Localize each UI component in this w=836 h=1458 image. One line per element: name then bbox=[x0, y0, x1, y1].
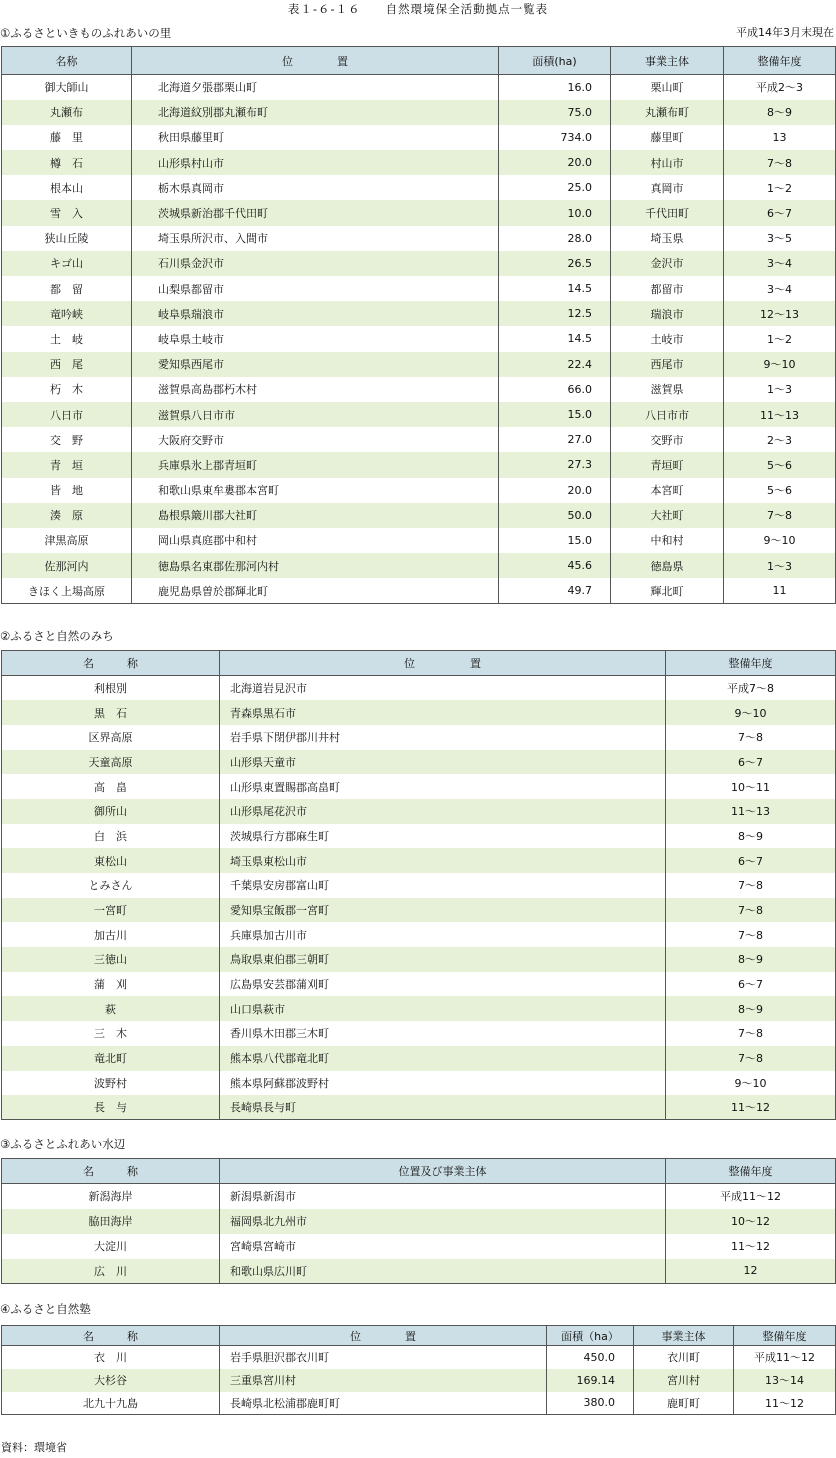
cell-location: 岩手県下閉伊郡川井村 bbox=[220, 725, 666, 750]
cell-location: 岐阜県瑞浪市 bbox=[132, 301, 499, 326]
col-header-name: 名 称 bbox=[2, 651, 220, 676]
cell-year: 13～14 bbox=[734, 1369, 836, 1392]
cell-year: 9～10 bbox=[724, 528, 836, 553]
cell-location: 岐阜県土岐市 bbox=[132, 326, 499, 351]
table-row bbox=[2, 972, 836, 997]
cell-location: 鹿児島県曽於郡輝北町 bbox=[132, 578, 499, 603]
cell-operator: 青垣町 bbox=[611, 452, 724, 477]
cell-year: 1～3 bbox=[724, 377, 836, 402]
cell-year: 7～8 bbox=[666, 1021, 836, 1046]
cell-year: 1～3 bbox=[724, 553, 836, 578]
table-row bbox=[2, 1234, 836, 1259]
cell-name: 黒 石 bbox=[2, 700, 220, 725]
cell-location: 熊本県八代郡竜北町 bbox=[220, 1046, 666, 1071]
cell-location: 北海道紋別郡丸瀬布町 bbox=[132, 100, 499, 125]
cell-name: 北九十九島 bbox=[2, 1392, 220, 1415]
section-3-table bbox=[1, 1158, 836, 1284]
cell-operator: 鹿町町 bbox=[634, 1392, 734, 1415]
cell-area: 14.5 bbox=[499, 276, 611, 301]
cell-name: きほく上場高原 bbox=[2, 578, 132, 603]
cell-name: 東松山 bbox=[2, 848, 220, 873]
section-4-heading-row bbox=[0, 1300, 836, 1318]
table-row bbox=[2, 200, 836, 225]
table-row bbox=[2, 922, 836, 947]
cell-location: 愛知県西尾市 bbox=[132, 352, 499, 377]
cell-location: 埼玉県東松山市 bbox=[220, 848, 666, 873]
cell-area: 16.0 bbox=[499, 75, 611, 100]
col-header-location: 位 置 bbox=[220, 1326, 547, 1346]
table-row bbox=[2, 452, 836, 477]
cell-area: 20.0 bbox=[499, 478, 611, 503]
table-row bbox=[2, 1209, 836, 1234]
cell-name: 萩 bbox=[2, 996, 220, 1021]
cell-location: 和歌山県東牟婁郡本宮町 bbox=[132, 478, 499, 503]
table-row bbox=[2, 125, 836, 150]
cell-year: 平成11～12 bbox=[666, 1184, 836, 1209]
cell-location: 兵庫県氷上郡青垣町 bbox=[132, 452, 499, 477]
cell-year: 11～12 bbox=[734, 1392, 836, 1415]
cell-name: とみさん bbox=[2, 873, 220, 898]
cell-year: 11～13 bbox=[666, 799, 836, 824]
cell-location: 香川県木田郡三木町 bbox=[220, 1021, 666, 1046]
cell-year: 12 bbox=[666, 1259, 836, 1284]
cell-operator: 金沢市 bbox=[611, 251, 724, 276]
table-row bbox=[2, 528, 836, 553]
cell-name: 西 尾 bbox=[2, 352, 132, 377]
cell-year: 6～7 bbox=[666, 848, 836, 873]
col-header-name: 名 称 bbox=[2, 1159, 220, 1184]
cell-area: 49.7 bbox=[499, 578, 611, 603]
cell-location: 愛知県宝飯郡一宮町 bbox=[220, 898, 666, 923]
cell-year: 7～8 bbox=[666, 922, 836, 947]
cell-name: 皆 地 bbox=[2, 478, 132, 503]
cell-area: 27.0 bbox=[499, 427, 611, 452]
cell-name: 竜北町 bbox=[2, 1046, 220, 1071]
section-4-table bbox=[1, 1325, 836, 1415]
cell-location: 山形県東置賜郡高畠町 bbox=[220, 774, 666, 799]
cell-area: 22.4 bbox=[499, 352, 611, 377]
cell-location-operator: 和歌山県広川町 bbox=[220, 1259, 666, 1284]
cell-area: 450.0 bbox=[547, 1346, 634, 1369]
table-row bbox=[2, 100, 836, 125]
cell-year: 8～9 bbox=[666, 996, 836, 1021]
cell-location: 石川県金沢市 bbox=[132, 251, 499, 276]
cell-location: 北海道岩見沢市 bbox=[220, 676, 666, 701]
table-row bbox=[2, 75, 836, 100]
table-row bbox=[2, 276, 836, 301]
table-row bbox=[2, 503, 836, 528]
cell-name: 脇田海岸 bbox=[2, 1209, 220, 1234]
cell-location: 滋賀県八日市市 bbox=[132, 402, 499, 427]
cell-name: 白 浜 bbox=[2, 824, 220, 849]
cell-location: 島根県簸川郡大社町 bbox=[132, 503, 499, 528]
cell-year: 5～6 bbox=[724, 452, 836, 477]
table-row bbox=[2, 326, 836, 351]
cell-name: 区界高原 bbox=[2, 725, 220, 750]
section-4-heading: ④ふるさと自然塾 bbox=[0, 1302, 91, 1316]
cell-location: 長崎県北松浦郡鹿町町 bbox=[220, 1392, 547, 1415]
cell-name: キゴ山 bbox=[2, 251, 132, 276]
cell-year: 3～4 bbox=[724, 251, 836, 276]
cell-location: 北海道夕張郡栗山町 bbox=[132, 75, 499, 100]
cell-operator: 千代田町 bbox=[611, 200, 724, 225]
cell-year: 7～8 bbox=[724, 503, 836, 528]
cell-name: 佐那河内 bbox=[2, 553, 132, 578]
cell-name: 丸瀬布 bbox=[2, 100, 132, 125]
cell-area: 10.0 bbox=[499, 200, 611, 225]
section-1-heading-row bbox=[0, 24, 836, 42]
cell-location: 熊本県阿蘇郡波野村 bbox=[220, 1071, 666, 1096]
cell-location: 埼玉県所沢市、入間市 bbox=[132, 226, 499, 251]
cell-area: 75.0 bbox=[499, 100, 611, 125]
table-row bbox=[2, 1392, 836, 1415]
cell-operator: 土岐市 bbox=[611, 326, 724, 351]
cell-area: 66.0 bbox=[499, 377, 611, 402]
col-header-name: 名 称 bbox=[2, 1326, 220, 1346]
table-row bbox=[2, 1046, 836, 1071]
table-row bbox=[2, 1259, 836, 1284]
cell-year: 9～10 bbox=[666, 700, 836, 725]
table-row bbox=[2, 947, 836, 972]
cell-area: 45.6 bbox=[499, 553, 611, 578]
cell-name: 三 木 bbox=[2, 1021, 220, 1046]
cell-year: 8～9 bbox=[666, 824, 836, 849]
cell-year: 7～8 bbox=[666, 873, 836, 898]
table-row bbox=[2, 725, 836, 750]
table-row bbox=[2, 700, 836, 725]
table-row bbox=[2, 1184, 836, 1209]
cell-year: 3～4 bbox=[724, 276, 836, 301]
cell-area: 734.0 bbox=[499, 125, 611, 150]
cell-area: 26.5 bbox=[499, 251, 611, 276]
table-row bbox=[2, 1369, 836, 1392]
cell-location: 広島県安芸郡蒲刈町 bbox=[220, 972, 666, 997]
cell-area: 12.5 bbox=[499, 301, 611, 326]
col-header-year: 整備年度 bbox=[666, 1159, 836, 1184]
col-header-location-operator: 位置及び事業主体 bbox=[220, 1159, 666, 1184]
table-row bbox=[2, 898, 836, 923]
table-row bbox=[2, 150, 836, 175]
cell-name: 新潟海岸 bbox=[2, 1184, 220, 1209]
section-3-heading: ③ふるさとふれあい水辺 bbox=[0, 1137, 126, 1151]
col-header-operator: 事業主体 bbox=[611, 47, 724, 75]
cell-location: 山口県萩市 bbox=[220, 996, 666, 1021]
cell-area: 50.0 bbox=[499, 503, 611, 528]
cell-name: 八日市 bbox=[2, 402, 132, 427]
cell-location: 岩手県胆沢郡衣川町 bbox=[220, 1346, 547, 1369]
table-row bbox=[2, 402, 836, 427]
cell-operator: 八日市市 bbox=[611, 402, 724, 427]
cell-name: 根本山 bbox=[2, 175, 132, 200]
cell-location-operator: 福岡県北九州市 bbox=[220, 1209, 666, 1234]
col-header-location: 位 置 bbox=[220, 651, 666, 676]
cell-operator: 栗山町 bbox=[611, 75, 724, 100]
cell-name: 御所山 bbox=[2, 799, 220, 824]
table-row bbox=[2, 352, 836, 377]
cell-area: 20.0 bbox=[499, 150, 611, 175]
table-row bbox=[2, 848, 836, 873]
cell-year: 8～9 bbox=[666, 947, 836, 972]
table-row bbox=[2, 1021, 836, 1046]
cell-name: 交 野 bbox=[2, 427, 132, 452]
cell-name: 御大師山 bbox=[2, 75, 132, 100]
col-header-area: 面積（ha） bbox=[547, 1326, 634, 1346]
cell-year: 9～10 bbox=[724, 352, 836, 377]
table-row bbox=[2, 427, 836, 452]
cell-year: 11～12 bbox=[666, 1234, 836, 1259]
cell-name: 加古川 bbox=[2, 922, 220, 947]
table-row bbox=[2, 1095, 836, 1120]
cell-operator: 藤里町 bbox=[611, 125, 724, 150]
section-2-heading-row bbox=[0, 627, 836, 645]
cell-location: 大阪府交野市 bbox=[132, 427, 499, 452]
cell-year: 7～8 bbox=[724, 150, 836, 175]
cell-year: 7～8 bbox=[666, 725, 836, 750]
cell-location: 兵庫県加古川市 bbox=[220, 922, 666, 947]
cell-location: 山形県天童市 bbox=[220, 750, 666, 775]
cell-operator: 真岡市 bbox=[611, 175, 724, 200]
source-note: 資料：環境省 bbox=[1, 1441, 67, 1454]
cell-location: 山梨県都留市 bbox=[132, 276, 499, 301]
table-row bbox=[2, 799, 836, 824]
table-row bbox=[2, 1071, 836, 1096]
section-3-heading-row bbox=[0, 1135, 836, 1153]
col-header-area: 面積(ha) bbox=[499, 47, 611, 75]
cell-name: 大淀川 bbox=[2, 1234, 220, 1259]
cell-location: 青森県黒石市 bbox=[220, 700, 666, 725]
cell-year: 12～13 bbox=[724, 301, 836, 326]
table-row bbox=[2, 301, 836, 326]
cell-name: 藤 里 bbox=[2, 125, 132, 150]
table-row bbox=[2, 996, 836, 1021]
cell-name: 三徳山 bbox=[2, 947, 220, 972]
cell-location-operator: 宮崎県宮崎市 bbox=[220, 1234, 666, 1259]
section-1-heading: ①ふるさといきものふれあいの里 bbox=[0, 26, 172, 40]
cell-year: 6～7 bbox=[666, 750, 836, 775]
cell-year: 平成2～3 bbox=[724, 75, 836, 100]
cell-name: 青 垣 bbox=[2, 452, 132, 477]
cell-year: 平成11～12 bbox=[734, 1346, 836, 1369]
cell-year: 1～2 bbox=[724, 175, 836, 200]
cell-year: 5～6 bbox=[724, 478, 836, 503]
cell-location: 徳島県名東郡佐那河内村 bbox=[132, 553, 499, 578]
section-2-table bbox=[1, 650, 836, 1120]
col-header-year: 整備年度 bbox=[666, 651, 836, 676]
cell-location: 茨城県新治郡千代田町 bbox=[132, 200, 499, 225]
table-row bbox=[2, 251, 836, 276]
cell-name: 樽 石 bbox=[2, 150, 132, 175]
cell-location: 鳥取県東伯郡三朝町 bbox=[220, 947, 666, 972]
cell-area: 28.0 bbox=[499, 226, 611, 251]
cell-area: 27.3 bbox=[499, 452, 611, 477]
col-header-location: 位 置 bbox=[132, 47, 499, 75]
cell-year: 2～3 bbox=[724, 427, 836, 452]
cell-name: 波野村 bbox=[2, 1071, 220, 1096]
cell-name: 蒲 刈 bbox=[2, 972, 220, 997]
as-of-date: 平成14年3月末現在 bbox=[736, 26, 834, 39]
col-header-year: 整備年度 bbox=[724, 47, 836, 75]
cell-year: 13 bbox=[724, 125, 836, 150]
cell-location: 山形県村山市 bbox=[132, 150, 499, 175]
cell-name: 広 川 bbox=[2, 1259, 220, 1284]
cell-year: 9～10 bbox=[666, 1071, 836, 1096]
cell-name: 大杉谷 bbox=[2, 1369, 220, 1392]
cell-operator: 滋賀県 bbox=[611, 377, 724, 402]
page-title: 表１-６-１６ 自然環境保全活動拠点一覧表 bbox=[287, 2, 549, 16]
cell-name: 天童高原 bbox=[2, 750, 220, 775]
cell-location: 千葉県安房郡富山町 bbox=[220, 873, 666, 898]
table-row bbox=[2, 824, 836, 849]
cell-area: 14.5 bbox=[499, 326, 611, 351]
cell-name: 湊 原 bbox=[2, 503, 132, 528]
cell-name: 都 留 bbox=[2, 276, 132, 301]
cell-location: 三重県宮川村 bbox=[220, 1369, 547, 1392]
cell-operator: 村山市 bbox=[611, 150, 724, 175]
cell-operator: 中和村 bbox=[611, 528, 724, 553]
cell-year: 11～12 bbox=[666, 1095, 836, 1120]
cell-area: 25.0 bbox=[499, 175, 611, 200]
cell-location: 岡山県真庭郡中和村 bbox=[132, 528, 499, 553]
table-row bbox=[2, 553, 836, 578]
cell-location: 茨城県行方郡麻生町 bbox=[220, 824, 666, 849]
col-header-year: 整備年度 bbox=[734, 1326, 836, 1346]
cell-area: 169.14 bbox=[547, 1369, 634, 1392]
cell-operator: 西尾市 bbox=[611, 352, 724, 377]
cell-operator: 輝北町 bbox=[611, 578, 724, 603]
cell-year: 6～7 bbox=[724, 200, 836, 225]
cell-name: 一宮町 bbox=[2, 898, 220, 923]
section-2-heading: ②ふるさと自然のみち bbox=[0, 629, 114, 643]
cell-year: 10～12 bbox=[666, 1209, 836, 1234]
cell-year: 7～8 bbox=[666, 898, 836, 923]
cell-year: 3～5 bbox=[724, 226, 836, 251]
cell-operator: 丸瀬布町 bbox=[611, 100, 724, 125]
table-row bbox=[2, 1346, 836, 1369]
cell-name: 雪 入 bbox=[2, 200, 132, 225]
cell-operator: 埼玉県 bbox=[611, 226, 724, 251]
cell-operator: 宮川村 bbox=[634, 1369, 734, 1392]
cell-operator: 徳島県 bbox=[611, 553, 724, 578]
cell-year: 6～7 bbox=[666, 972, 836, 997]
table-row bbox=[2, 175, 836, 200]
cell-name: 狭山丘陵 bbox=[2, 226, 132, 251]
cell-location: 秋田県藤里町 bbox=[132, 125, 499, 150]
cell-name: 衣 川 bbox=[2, 1346, 220, 1369]
cell-name: 長 与 bbox=[2, 1095, 220, 1120]
cell-operator: 本宮町 bbox=[611, 478, 724, 503]
cell-year: 1～2 bbox=[724, 326, 836, 351]
cell-location: 栃木県真岡市 bbox=[132, 175, 499, 200]
table-row bbox=[2, 750, 836, 775]
table-row bbox=[2, 478, 836, 503]
cell-name: 津黒高原 bbox=[2, 528, 132, 553]
cell-operator: 都留市 bbox=[611, 276, 724, 301]
cell-location: 滋賀県高島郡朽木村 bbox=[132, 377, 499, 402]
cell-location: 長崎県長与町 bbox=[220, 1095, 666, 1120]
cell-year: 11～13 bbox=[724, 402, 836, 427]
table-row bbox=[2, 377, 836, 402]
cell-name: 高 畠 bbox=[2, 774, 220, 799]
col-header-operator: 事業主体 bbox=[634, 1326, 734, 1346]
cell-operator: 大社町 bbox=[611, 503, 724, 528]
cell-operator: 瑞浪市 bbox=[611, 301, 724, 326]
table-row bbox=[2, 774, 836, 799]
section-1-table bbox=[1, 46, 836, 604]
cell-year: 平成7～8 bbox=[666, 676, 836, 701]
cell-area: 380.0 bbox=[547, 1392, 634, 1415]
table-row bbox=[2, 226, 836, 251]
cell-name: 朽 木 bbox=[2, 377, 132, 402]
table-row bbox=[2, 578, 836, 603]
cell-name: 竜吟峡 bbox=[2, 301, 132, 326]
cell-year: 8～9 bbox=[724, 100, 836, 125]
cell-year: 10～11 bbox=[666, 774, 836, 799]
table-row bbox=[2, 873, 836, 898]
table-row bbox=[2, 676, 836, 701]
cell-name: 土 岐 bbox=[2, 326, 132, 351]
cell-location: 山形県尾花沢市 bbox=[220, 799, 666, 824]
cell-area: 15.0 bbox=[499, 528, 611, 553]
cell-year: 7～8 bbox=[666, 1046, 836, 1071]
cell-location-operator: 新潟県新潟市 bbox=[220, 1184, 666, 1209]
cell-name: 利根別 bbox=[2, 676, 220, 701]
cell-operator: 交野市 bbox=[611, 427, 724, 452]
cell-year: 11 bbox=[724, 578, 836, 603]
cell-operator: 衣川町 bbox=[634, 1346, 734, 1369]
col-header-name: 名称 bbox=[2, 47, 132, 75]
cell-area: 15.0 bbox=[499, 402, 611, 427]
